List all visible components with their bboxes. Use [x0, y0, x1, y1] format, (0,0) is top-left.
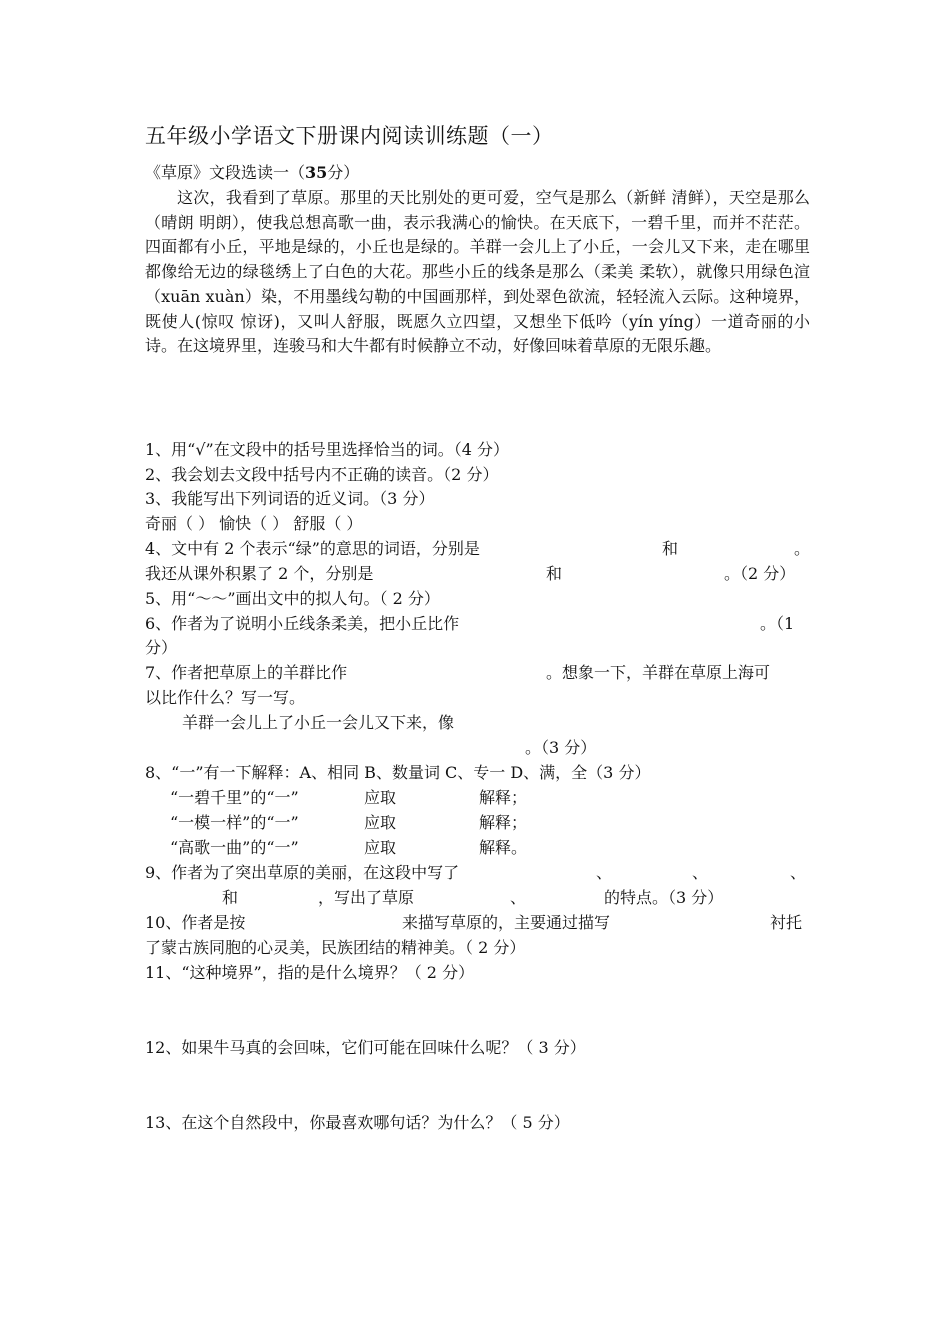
question-8-item-1-explain: 解释；	[479, 788, 528, 807]
question-7-line-4: 。（3 分）	[525, 738, 597, 757]
question-6-line-1: 6、作者为了说明小丘线条柔美，把小丘比作	[145, 614, 460, 633]
question-8: 8、“一”有一下解释：A、相同 B、数量词 C、专一 D、满，全（3 分）	[145, 763, 651, 782]
question-2: 2、我会划去文段中括号内不正确的读音。（2 分）	[145, 465, 499, 484]
question-8-item-1-take: 应取	[364, 788, 397, 807]
question-9-sep-1: 、	[596, 863, 613, 882]
section-score: 35	[305, 163, 328, 182]
question-7-line-2: 以比作什么？写一写。	[145, 688, 306, 707]
page-title: 五年级小学语文下册课内阅读训练题（一）	[145, 124, 554, 148]
question-8-item-2-take: 应取	[364, 813, 397, 832]
question-3-items: 奇丽（ ） 愉快（ ） 舒服（ ）	[145, 514, 363, 533]
question-4b-and: 和	[546, 564, 563, 583]
question-3: 3、我能写出下列词语的近义词。（3 分）	[145, 489, 435, 508]
question-10-mid: 来描写草原的，主要通过描写	[402, 913, 611, 932]
question-13: 13、在这个自然段中，你最喜欢哪句话？为什么？（ 5 分）	[145, 1113, 570, 1132]
question-6-line-2: 分）	[145, 638, 178, 657]
question-9-sep-2: 、	[692, 863, 709, 882]
question-4-and: 和	[662, 539, 679, 558]
question-4-line-1	[145, 537, 480, 562]
question-6-end: 。（1	[760, 614, 795, 633]
question-4-text: 4、文中有 2 个表示“绿”的意思的词语，分别是	[145, 539, 480, 558]
reading-passage: 这次，我看到了草原。那里的天比别处的更可爱，空气是那么（新鲜 清鲜），天空是那么（晴朗 明朗），使我总想高歌一曲，表示我满心的愉快。在天底下，一碧千里，而并不茫茫。四面都有小丘，平地是绿的，小丘也是绿的。羊群一会儿上了小丘，一会儿又下来，走在哪里都像给无边的绿毯绣上了白色的大花。那些小丘的线条是那么（柔美 柔软），就像只用绿色渲（xuān xuàn）染，不用墨线勾勒的中国画那样，到处翠色欲流，轻轻流入云际。这种境界，既使人(惊叹 惊讶)，又叫人舒服，既愿久立四望，又想坐下低吟（yín yíng）一道奇丽的小诗。在这境界里，连骏马和大牛都有时候静立不动，好像回味着草原的无限乐趣。	[145, 188, 810, 356]
question-8-item-2-explain: 解释；	[479, 813, 528, 832]
question-10-line-2: 了蒙古族同胞的心灵美，民族团结的精神美。（ 2 分）	[145, 938, 526, 957]
question-8-item-2: “一模一样”的“一”	[170, 813, 299, 832]
question-10-line-1: 10、作者是按	[145, 913, 246, 932]
section-heading-prefix: 《草原》文段选读一（	[145, 163, 306, 182]
question-9-sep-4: 、	[510, 888, 527, 907]
question-12: 12、如果牛马真的会回味，它们可能在回味什么呢？（ 3 分）	[145, 1038, 586, 1057]
question-4-end: 。	[794, 539, 811, 558]
question-9-end: 的特点。（3 分）	[604, 888, 724, 907]
section-heading-suffix: 分）	[327, 163, 360, 182]
question-9-and: 和	[222, 888, 239, 907]
question-8-item-3-explain: 解释。	[479, 838, 528, 857]
question-11: 11、“这种境界”，指的是什么境界？（ 2 分）	[145, 963, 475, 982]
question-8-item-3-take: 应取	[364, 838, 397, 857]
question-10-end: 衬托	[770, 913, 803, 932]
question-4-line-2: 我还从课外积累了 2 个，分别是	[145, 564, 374, 583]
question-4b-end: 。（2 分）	[724, 564, 796, 583]
question-8-item-3: “高歌一曲”的“一”	[170, 838, 299, 857]
section-heading	[145, 161, 359, 186]
question-7-line-3: 羊群一会儿上了小丘一会儿又下来，像	[182, 713, 455, 732]
question-9-wrote: ，写出了草原	[318, 888, 415, 907]
question-9-line-1: 9、作者为了突出草原的美丽，在这段中写了	[145, 863, 460, 882]
question-8-item-1: “一碧千里”的“一”	[170, 788, 299, 807]
question-7-mid: 。想象一下，羊群在草原上海可	[546, 663, 771, 682]
question-5: 5、用“～～”画出文中的拟人句。（ 2 分）	[145, 589, 440, 608]
question-1: 1、用“√”在文段中的括号里选择恰当的词。（4 分）	[145, 440, 510, 459]
question-9-sep-3: 、	[790, 863, 807, 882]
question-7-line-1: 7、作者把草原上的羊群比作	[145, 663, 348, 682]
